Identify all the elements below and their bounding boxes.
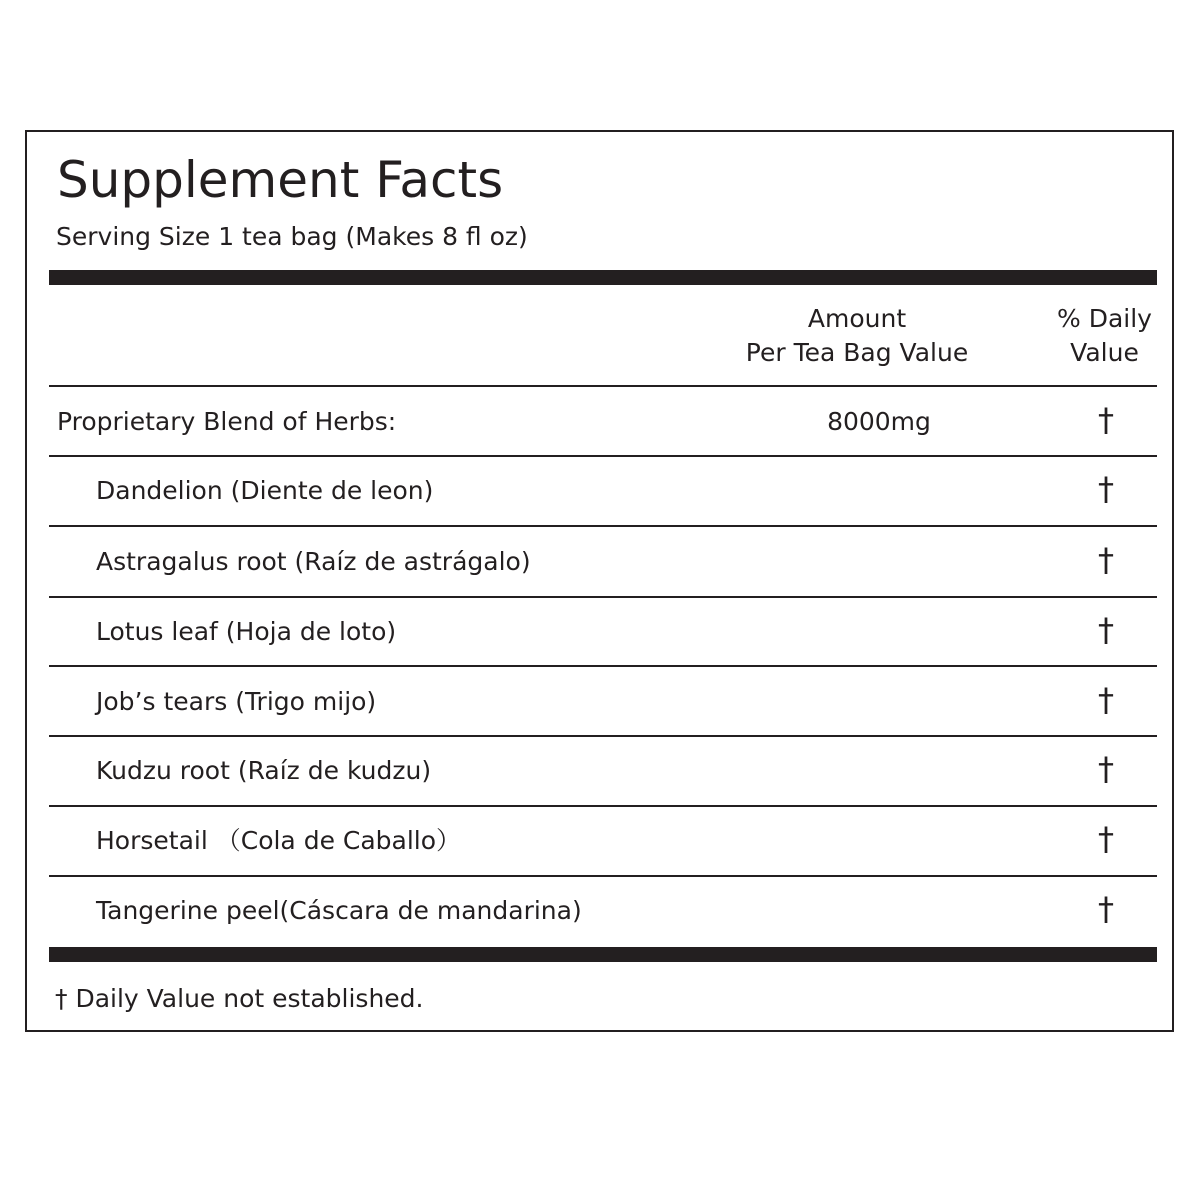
daily-value-dagger: † xyxy=(1098,470,1114,508)
row-divider xyxy=(49,665,1157,667)
ingredient-name: Proprietary Blend of Herbs: xyxy=(57,407,397,436)
table-row xyxy=(49,388,1157,456)
serving-size: Serving Size 1 tea bag (Makes 8 fl oz) xyxy=(56,222,528,251)
amount-column-header xyxy=(717,302,997,370)
dv-header-line2: Value xyxy=(1070,338,1139,367)
daily-value-column-header xyxy=(1037,302,1172,370)
top-thick-divider xyxy=(49,270,1157,285)
dv-header-line1: % Daily xyxy=(1057,304,1152,333)
amount-header-line2: Per Tea Bag Value xyxy=(745,338,969,367)
amount-header-line1: Amount xyxy=(807,304,907,333)
ingredient-name: Job’s tears (Trigo mijo) xyxy=(96,687,377,716)
table-row xyxy=(49,807,1157,875)
label-title: Supplement Facts xyxy=(57,151,504,209)
daily-value-dagger: † xyxy=(1098,820,1114,858)
row-divider xyxy=(49,525,1157,527)
ingredient-name: Lotus leaf (Hoja de loto) xyxy=(96,617,397,646)
daily-value-dagger: † xyxy=(1098,541,1114,579)
ingredient-name: Kudzu root (Raíz de kudzu) xyxy=(96,756,432,785)
daily-value-dagger: † xyxy=(1098,750,1114,788)
daily-value-dagger: † xyxy=(1098,401,1114,439)
ingredient-name: Astragalus root (Raíz de astrágalo) xyxy=(96,547,531,576)
daily-value-dagger: † xyxy=(1098,681,1114,719)
table-row xyxy=(49,457,1157,525)
header-divider xyxy=(49,385,1157,387)
daily-value-footnote: † Daily Value not established. xyxy=(55,984,424,1013)
table-row xyxy=(49,668,1157,736)
ingredient-name: Tangerine peel(Cáscara de mandarina) xyxy=(96,896,582,925)
daily-value-dagger: † xyxy=(1098,611,1114,649)
daily-value-dagger: † xyxy=(1098,890,1114,928)
table-row xyxy=(49,528,1157,596)
ingredient-name: Horsetail （Cola de Caballo） xyxy=(96,826,462,855)
bottom-thick-divider xyxy=(49,947,1157,962)
ingredient-name: Dandelion (Diente de leon) xyxy=(96,476,434,505)
table-row xyxy=(49,737,1157,805)
table-row xyxy=(49,877,1157,945)
table-row xyxy=(49,598,1157,666)
ingredient-amount: 8000mg xyxy=(827,407,931,436)
supplement-facts-panel xyxy=(25,130,1174,1032)
